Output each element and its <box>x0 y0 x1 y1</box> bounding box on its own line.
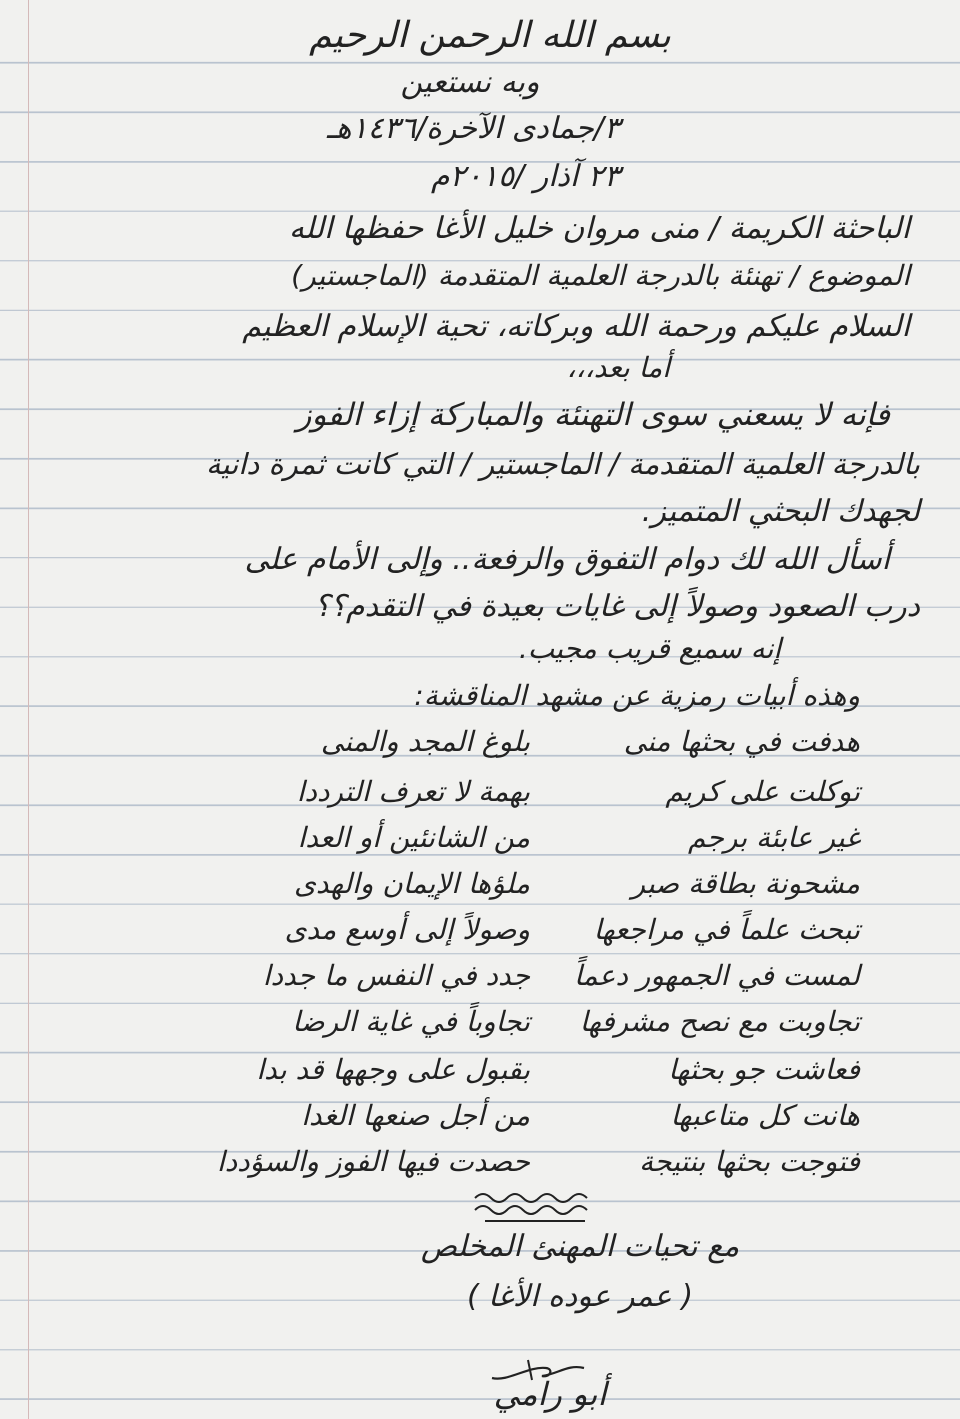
verse-6-right: لمست في الجمهور دعماً <box>574 959 860 992</box>
body-line-6: إنه سميع قريب مجيب. <box>518 632 782 665</box>
decorative-flourish <box>470 1188 600 1228</box>
sender-nickname: أبو رامي <box>493 1375 607 1413</box>
verse-10-right: فتوجت بحثها بنتيجة <box>639 1145 860 1178</box>
margin-line <box>28 0 29 1419</box>
verse-1-left: بلوغ المجد والمنى <box>320 725 530 758</box>
verse-8-left: بقبول على وجهها قد بدا <box>256 1053 530 1086</box>
verse-5-left: وصولاً إلى أوسع مدى <box>284 913 530 946</box>
verse-4-left: ملؤها الإيمان والهدى <box>293 867 530 900</box>
verse-5-right: تبحث علماً في مراجعها <box>593 913 860 946</box>
body-line-2: بالدرجة العلمية المتقدمة / الماجستير / التي كانت ثمرة دانية <box>205 447 920 481</box>
basmala: بسم الله الرحمن الرحيم <box>309 15 671 56</box>
verses-intro: وهذه أبيات رمزية عن مشهد المناقشة: <box>414 679 860 712</box>
verse-2-left: بهمة لا تعرف الترددا <box>296 775 530 808</box>
body-line-4: أسأل الله لك دوام التفوق والرفعة.. وإلى الأمام على <box>244 542 890 577</box>
invocation: وبه نستعين <box>400 65 540 100</box>
date-gregorian: ٢٣ آذار /٢٠١٥م <box>431 159 620 194</box>
opening-line: أما بعد،،، <box>566 351 670 384</box>
verse-2-right: توكلت على كريم <box>665 775 860 808</box>
verse-8-right: فعاشت جو بحثها <box>668 1053 860 1086</box>
verse-10-left: حصدت فيها الفوز والسؤددا <box>216 1145 530 1178</box>
verse-3-right: غير عابئة برجم <box>687 821 860 854</box>
date-hijri: ٣/جمادى الآخرة/١٤٣٦هـ <box>326 111 620 146</box>
sender-name: ( عمر عوده الأغا ) <box>466 1279 694 1314</box>
body-line-3: لجهدك البحثي المتميز. <box>641 494 920 529</box>
verse-1-right: هدفت في بحثها منى <box>623 725 860 758</box>
verse-6-left: جدد في النفس ما جددا <box>262 959 530 992</box>
verse-9-right: هانت كل متاعبها <box>670 1099 860 1132</box>
verse-9-left: من أجل صنعها الغدا <box>301 1099 530 1132</box>
closing-line: مع تحيات المهنئ المخلص <box>420 1229 740 1264</box>
verse-7-left: تجاوباً في غاية الرضا <box>292 1005 530 1038</box>
verse-3-left: من الشانئين أو العدا <box>297 821 530 854</box>
recipient-line: الباحثة الكريمة / منى مروان خليل الأغا حفظها الله <box>288 211 910 246</box>
greeting-line: السلام عليكم ورحمة الله وبركاته، تحية الإسلام العظيم <box>242 309 910 344</box>
verse-4-right: مشحونة بطاقة صبر <box>631 867 860 900</box>
subject-line: الموضوع / تهنئة بالدرجة العلمية المتقدمة (الماجستير) <box>291 259 910 292</box>
body-line-1: فإنه لا يسعني سوى التهنئة والمباركة إزاء الفوز <box>296 397 890 433</box>
body-line-5: درب الصعود وصولاً إلى غايات بعيدة في التقدم؟؟ <box>314 589 920 624</box>
verse-7-right: تجاوبت مع نصح مشرفها <box>579 1005 860 1038</box>
